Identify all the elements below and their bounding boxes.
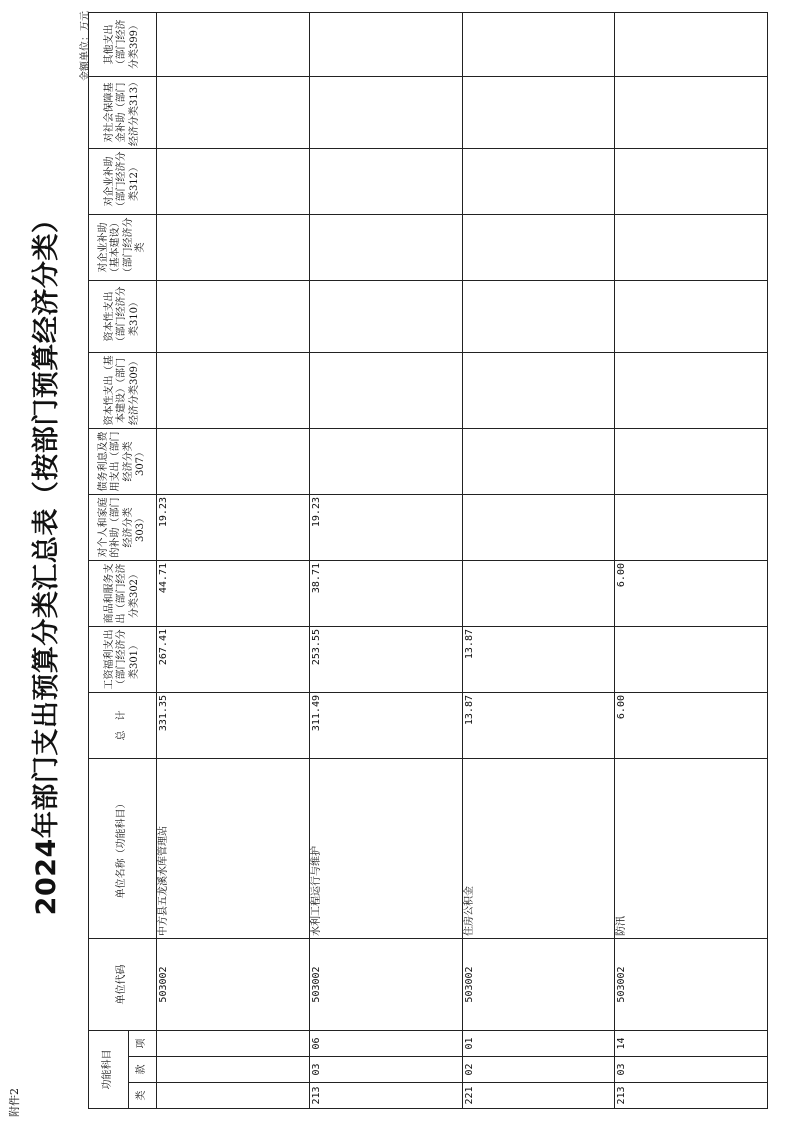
header-c303: 对个人和家庭的补助（部门经济分类303）: [89, 495, 157, 561]
table-row: [462, 13, 615, 1109]
row-c313-cell: [615, 77, 768, 149]
row-total-cell: 6.00: [615, 693, 768, 759]
row-c310-cell: [462, 281, 615, 353]
row-c301-cell: 267.41: [157, 627, 310, 693]
row-c-jbjs-cell: [309, 215, 462, 281]
row-c302-cell: 38.71: [309, 561, 462, 627]
row-unit-code-cell: 503002: [462, 939, 615, 1031]
row-c303-cell: 19.23: [309, 495, 462, 561]
row-c303-cell: [615, 495, 768, 561]
row-c-jbjs-cell: [462, 215, 615, 281]
header-c310: 资本性支出（部门经济分类310）: [89, 281, 157, 353]
row-unit-name-cell: 水利工程运行与维护: [309, 759, 462, 939]
row-c303-cell: 19.23: [157, 495, 310, 561]
header-c312: 对企业补助（部门经济分类312）: [89, 149, 157, 215]
row-xiang-cell: 06: [309, 1031, 462, 1057]
row-c312-cell: [615, 149, 768, 215]
row-c309-cell: [615, 353, 768, 429]
row-c302-cell: [462, 561, 615, 627]
row-c301-cell: [615, 627, 768, 693]
row-c307-cell: [615, 429, 768, 495]
header-unit-code: 单位代码: [89, 939, 157, 1031]
row-c313-cell: [157, 77, 310, 149]
row-unit-name-cell: 防汛: [615, 759, 768, 939]
row-c309-cell: [157, 353, 310, 429]
header-unit-name: 单位名称（功能科目）: [89, 759, 157, 939]
unit-label: 金额单位：万元: [80, 11, 91, 81]
row-lei-cell: 213: [309, 1083, 462, 1109]
table-row: [309, 13, 462, 1109]
row-lei-cell: 221: [462, 1083, 615, 1109]
table-row: [157, 13, 310, 1109]
attachment-label: 附件2: [8, 1088, 21, 1117]
row-kuan-cell: 03: [615, 1057, 768, 1083]
row-c313-cell: [462, 77, 615, 149]
row-lei-cell: 213: [615, 1083, 768, 1109]
budget-table: [88, 12, 768, 1109]
row-c313-cell: [309, 77, 462, 149]
row-total-cell: 13.87: [462, 693, 615, 759]
row-total-cell: 331.35: [157, 693, 310, 759]
row-c312-cell: [462, 149, 615, 215]
header-c313: 对社会保障基金补助（部门经济分类313）: [89, 77, 157, 149]
row-unit-name-cell: 住房公积金: [462, 759, 615, 939]
header-lei: 类: [129, 1083, 157, 1109]
header-c301: 工资福利支出（部门经济分类301）: [89, 627, 157, 693]
header-kuan: 款: [129, 1057, 157, 1083]
row-c309-cell: [309, 353, 462, 429]
row-c-jbjs-cell: [157, 215, 310, 281]
row-lei-cell: [157, 1083, 310, 1109]
row-c301-cell: 253.55: [309, 627, 462, 693]
header-c309: 资本性支出（基本建设）（部门经济分类309）: [89, 353, 157, 429]
row-c307-cell: [157, 429, 310, 495]
table-body: [157, 13, 768, 1109]
row-c399-cell: [157, 13, 310, 77]
page-title: 2024年部门支出预算分类汇总表（按部门预算经济分类）: [31, 205, 62, 916]
row-c399-cell: [309, 13, 462, 77]
row-xiang-cell: 14: [615, 1031, 768, 1057]
row-unit-code-cell: 503002: [615, 939, 768, 1031]
row-c307-cell: [309, 429, 462, 495]
row-xiang-cell: [157, 1031, 310, 1057]
row-c307-cell: [462, 429, 615, 495]
header-c-jbjs: 对企业补助（基本建设）（部门经济分类: [89, 215, 157, 281]
row-c302-cell: 44.71: [157, 561, 310, 627]
row-xiang-cell: 01: [462, 1031, 615, 1057]
row-c309-cell: [462, 353, 615, 429]
row-c312-cell: [309, 149, 462, 215]
row-c301-cell: 13.87: [462, 627, 615, 693]
header-c307: 债务利息及费用支出（部门经济分类307）: [89, 429, 157, 495]
row-c399-cell: [615, 13, 768, 77]
row-total-cell: 311.49: [309, 693, 462, 759]
row-unit-code-cell: 503002: [157, 939, 310, 1031]
header-func-subject: 功能科目: [89, 1031, 129, 1109]
row-unit-code-cell: 503002: [309, 939, 462, 1031]
header-total: 总 计: [89, 693, 157, 759]
row-c310-cell: [309, 281, 462, 353]
row-c310-cell: [615, 281, 768, 353]
header-c302: 商品和服务支出（部门经济分类302）: [89, 561, 157, 627]
row-unit-name-cell: 中方县五龙溪水库管理站: [157, 759, 310, 939]
row-c303-cell: [462, 495, 615, 561]
row-c302-cell: 6.00: [615, 561, 768, 627]
row-c399-cell: [462, 13, 615, 77]
row-c-jbjs-cell: [615, 215, 768, 281]
table-row: [615, 13, 768, 1109]
row-c310-cell: [157, 281, 310, 353]
row-kuan-cell: 03: [309, 1057, 462, 1083]
header-xiang: 项: [129, 1031, 157, 1057]
row-c312-cell: [157, 149, 310, 215]
row-kuan-cell: [157, 1057, 310, 1083]
row-kuan-cell: 02: [462, 1057, 615, 1083]
header-c399: 其他支出（部门经济分类399）: [89, 13, 157, 77]
